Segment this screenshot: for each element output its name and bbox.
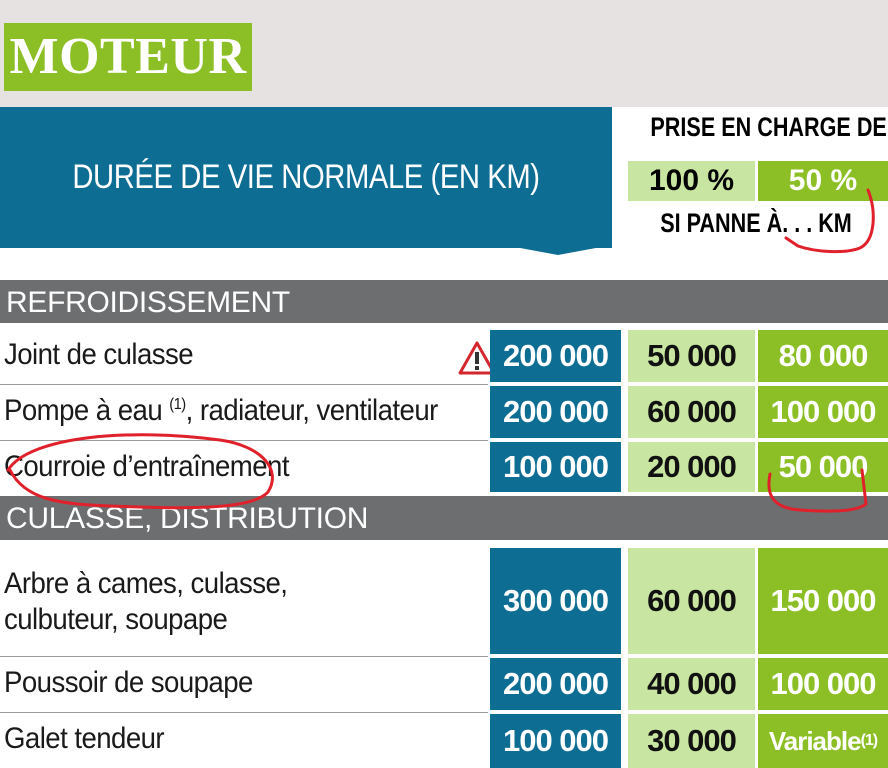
cell-prise-50: 50 000 [758,442,888,492]
cell-prise-100: 60 000 [628,548,755,654]
section-header-refroidissement: REFROIDISSEMENT [0,280,888,323]
row-label-line2: culbuteur, soupape [4,603,228,636]
header-pct-100: 100 % [628,161,755,201]
row-divider [0,384,488,385]
row-label: Poussoir de soupape [4,666,253,699]
row-divider [0,656,488,657]
cell-prise-100: 30 000 [628,714,755,768]
cell-prise-100: 20 000 [628,442,755,492]
cell-duree: 200 000 [490,386,621,438]
row-divider [0,712,488,713]
header-duree: DURÉE DE VIE NORMALE (EN KM) [72,158,540,196]
row-label: Galet tendeur [4,722,165,755]
row-divider [0,440,488,441]
header-panne: SI PANNE À. . . KM [660,208,852,238]
header-pct-50: 50 % [758,161,888,201]
cell-prise-50: 100 000 [758,386,888,438]
header-prise: PRISE EN CHARGE DE [650,112,887,142]
cell-prise-100: 50 000 [628,330,755,382]
section-header-culasse: CULASSE, DISTRIBUTION [0,496,888,540]
cell-duree: 200 000 [490,330,621,382]
section-title: MOTEUR [4,23,252,91]
cell-prise-50: 150 000 [758,548,888,654]
cell-duree: 300 000 [490,548,621,654]
cell-duree: 100 000 [490,714,621,768]
cell-duree: 200 000 [490,658,621,710]
row-label [4,566,287,638]
footnote-ref: (1) [169,396,186,413]
cell-prise-50: 100 000 [758,658,888,710]
row-label: Courroie d’entraînement [4,450,289,483]
cell-value: Variable [768,725,861,756]
cell-prise-100: 60 000 [628,386,755,438]
cell-prise-50: 80 000 [758,330,888,382]
row-label-text: Pompe à eau [4,394,163,427]
row-label: Joint de culasse [4,338,194,371]
row-label [4,394,438,428]
cell-prise-100: 40 000 [628,658,755,710]
row-label-rest: , radiateur, ventilateur [185,394,438,427]
cell-prise-50: Variable (1) [758,714,888,768]
cell-duree: 100 000 [490,442,621,492]
row-label-line1: Arbre à cames, culasse, [4,567,288,600]
